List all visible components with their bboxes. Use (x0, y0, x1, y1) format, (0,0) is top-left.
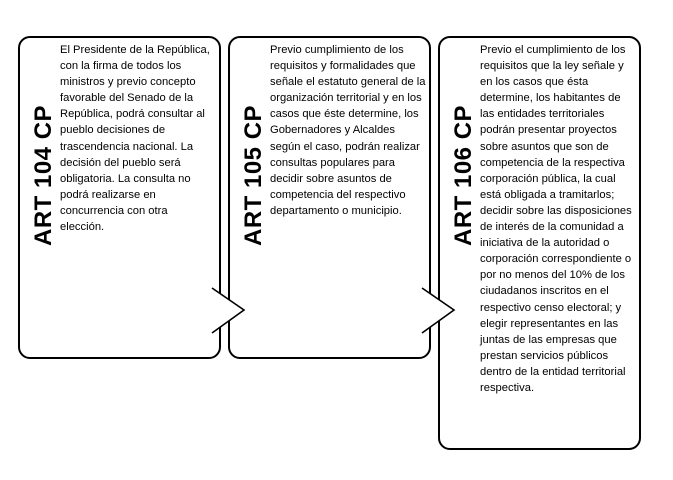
article-card-105 (228, 36, 431, 359)
connector-arrow-2-3 (420, 286, 460, 336)
article-label: ART 105 CP (240, 104, 267, 246)
article-card-104 (18, 36, 221, 359)
connector-arrow-1-2 (210, 286, 250, 336)
article-card-106 (438, 36, 641, 450)
article-text: Previo cumplimiento de los requisitos y formalidades que señale el estatuto general de la organización territorial y en los casos que éste determine, los Gobernadores y Alcaldes según el caso, podrán realizar consultas populares para decidir sobre asuntos de competencia del respectivo departamento o municipio. (270, 44, 426, 217)
article-text: Previo el cumplimiento de los requisitos que la ley señale y en los casos que ésta determine, los habitantes de las entidades territoriales podrán presentar proyectos sobre asuntos que son de competencia de la respectiva corporación pública, la cual está obligada a tramitarlos; decidir sobre las disposiciones de interés de la comunidad a iniciativa de la autoridad o corporación correspondiente o por no menos del 10% de los ciudadanos inscritos en el respectivo censo electoral; y elegir representantes en las juntas de las empresas que prestan servicios públicos dentro de la entidad territorial respectiva. (480, 44, 632, 394)
article-label: ART 104 CP (30, 104, 57, 246)
article-text: El Presidente de la República, con la firma de todos los ministros y previo concepto favorable del Senado de la República, podrá consultar al pueblo decisiones de trascendencia nacional. La decisión del pueblo será obligatoria. La consulta no podrá realizarse en concurrencia con otra elección. (60, 44, 210, 234)
article-label: ART 106 CP (450, 104, 477, 246)
